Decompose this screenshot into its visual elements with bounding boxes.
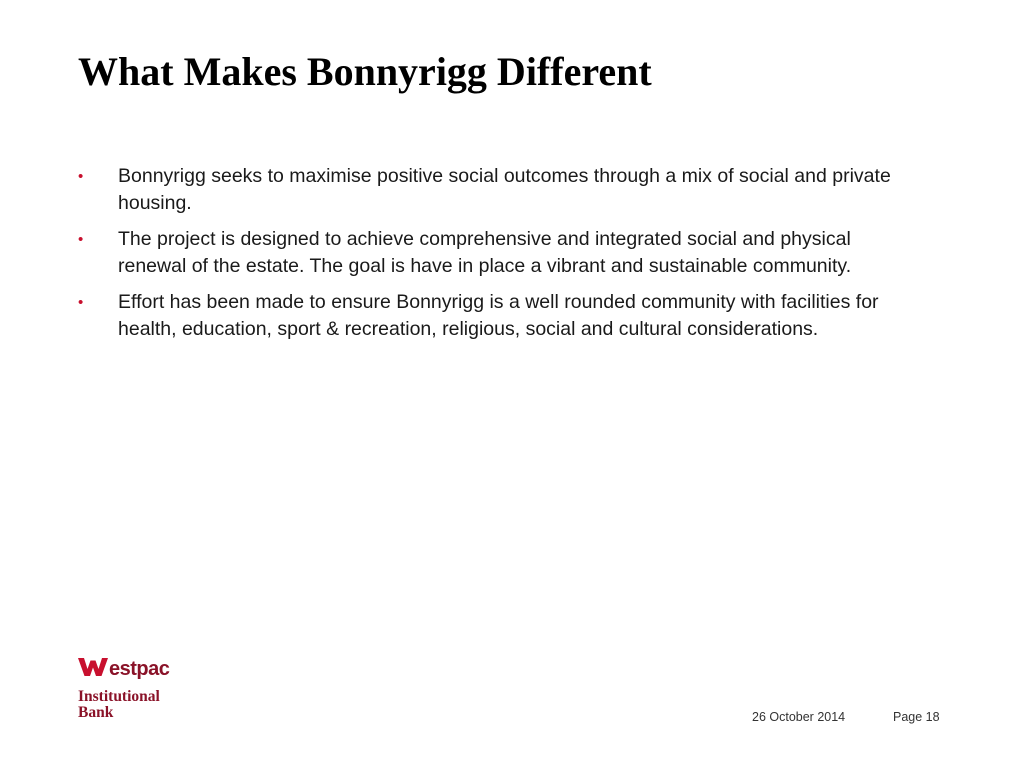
logo-subtitle	[78, 689, 198, 721]
logo-wordmark: estpac	[109, 658, 170, 680]
bullet-icon: •	[78, 168, 84, 185]
logo-line-2: Bank	[78, 704, 114, 721]
list-item	[78, 163, 908, 217]
footer-date: 26 October 2014	[752, 710, 846, 724]
list-item	[78, 289, 908, 343]
bullet-text: Effort has been made to ensure Bonnyrigg is a well rounded community with facilities for health, education, sport & recreation, religious, social and cultural considerations.	[118, 291, 879, 340]
bullet-list	[78, 163, 908, 352]
page-number: Page 18	[893, 710, 940, 724]
slide-title: What Makes Bonnyrigg Different	[78, 49, 652, 94]
logo-line-1: Institutional	[78, 688, 160, 705]
list-item	[78, 226, 908, 280]
westpac-institutional-bank-logo	[78, 656, 198, 721]
bullet-text: The project is designed to achieve comprehensive and integrated social and physical renewal of the estate. The goal is have in place a vibrant and sustainable community.	[118, 228, 852, 277]
bullet-text: Bonnyrigg seeks to maximise positive social outcomes through a mix of social and private housing.	[118, 165, 891, 214]
bullet-icon: •	[78, 231, 84, 248]
westpac-w-logo-icon	[78, 657, 108, 682]
bullet-icon: •	[78, 294, 84, 311]
logo-row	[78, 656, 198, 682]
